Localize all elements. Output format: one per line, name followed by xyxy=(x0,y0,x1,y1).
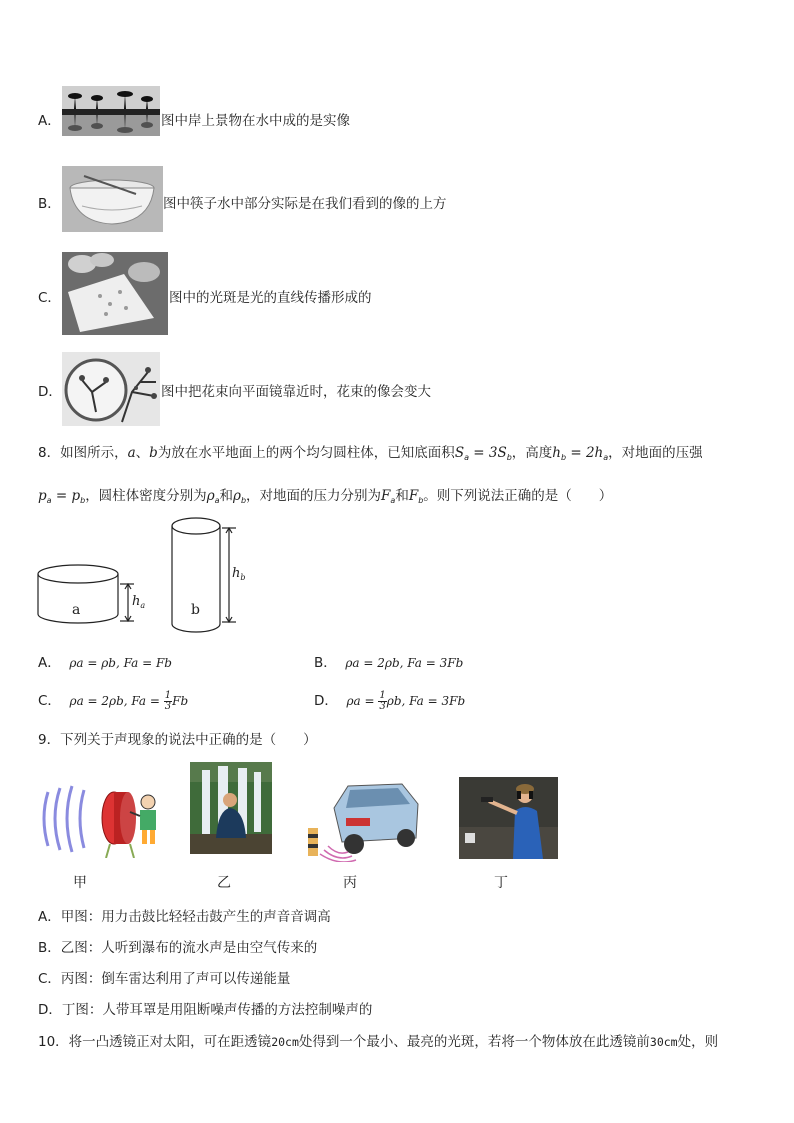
q8-option-c: C． ρa = 2ρb, Fa = $\frac{1}{3}$ Fb xyxy=(38,689,189,712)
drum-image xyxy=(40,776,170,858)
cylinder-b-label: b xyxy=(191,602,200,618)
waterfall-image xyxy=(190,762,272,854)
height-b-label: $h_b$ xyxy=(232,566,246,582)
q7-option-d-text: 图中把花束向平面镜靠近时，花束的像会变大 xyxy=(161,384,431,400)
q8-option-b: B． ρa = 2ρb, Fa = 3Fb xyxy=(314,655,464,671)
caption-jia: 甲 xyxy=(73,875,87,891)
caption-yi: 乙 xyxy=(217,875,231,891)
mirror-flower-photo xyxy=(62,352,160,426)
shooter-earmuffs-image xyxy=(459,777,558,859)
q9-option-b: B．乙图：人听到瀑布的流水声是由空气传来的 xyxy=(38,940,318,956)
caption-bing: 丙 xyxy=(343,875,357,891)
q8-option-a: A． ρa = ρb, Fa = Fb xyxy=(38,655,172,671)
q9-option-d: D．丁图：人带耳罩是用阻断噪声传播的方法控制噪声的 xyxy=(38,1002,373,1018)
q9-stem: 9．下列关于声现象的说法中正确的是（ ） xyxy=(38,732,317,748)
q7-option-d: D． xyxy=(38,384,62,400)
reversing-car-image xyxy=(302,780,420,862)
q7-option-c: C． xyxy=(38,290,61,306)
fraction-one-third: $\frac{1}{3}$ xyxy=(379,689,386,712)
cylinder-a-label: a xyxy=(72,602,81,618)
light-spot-photo xyxy=(62,252,168,335)
q8-option-d: D． ρa = $\frac{1}{3}$ ρb, Fa = 3Fb xyxy=(314,689,466,712)
q7-option-b-text: 图中筷子水中部分实际是在我们看到的像的上方 xyxy=(163,196,447,212)
q7-option-c-text: 图中的光斑是光的直线传播形成的 xyxy=(169,290,372,306)
reflection-photo xyxy=(62,86,160,136)
q7-option-a-text: 图中岸上景物在水中成的是实像 xyxy=(161,113,350,129)
q9-option-c: C．丙图：倒车雷达利用了声可以传递能量 xyxy=(38,971,291,987)
q7-option-a: A． xyxy=(38,113,61,129)
q10-stem: 10．将一凸透镜正对太阳，可在距透镜20cm处得到一个最小、最亮的光斑，若将一个物体放在此透镜前30cm处，则 xyxy=(38,1034,719,1050)
fraction-one-third: $\frac{1}{3}$ xyxy=(164,689,172,712)
caption-ding: 丁 xyxy=(494,875,508,891)
height-a-label: $h_a$ xyxy=(132,594,146,610)
cylinder-figure xyxy=(36,514,246,636)
q8-stem-line1: 8．如图所示，a、b为放在水平地面上的两个均匀圆柱体，已知底面积$S_a = 3S_b$，高度$h_b = 2h_a$，对地面的压强 xyxy=(38,445,703,462)
chopstick-bowl-photo xyxy=(62,166,163,232)
q8-stem-line2: $p_a = p_b$，圆柱体密度分别为$\rho_a$和$\rho_b$，对地面的压力分别为$F_a$和$F_b$。则下列说法正确的是（ ） xyxy=(38,488,613,505)
q9-option-a: A．甲图：用力击鼓比轻轻击鼓产生的声音音调高 xyxy=(38,909,331,925)
q7-option-b: B． xyxy=(38,196,61,212)
